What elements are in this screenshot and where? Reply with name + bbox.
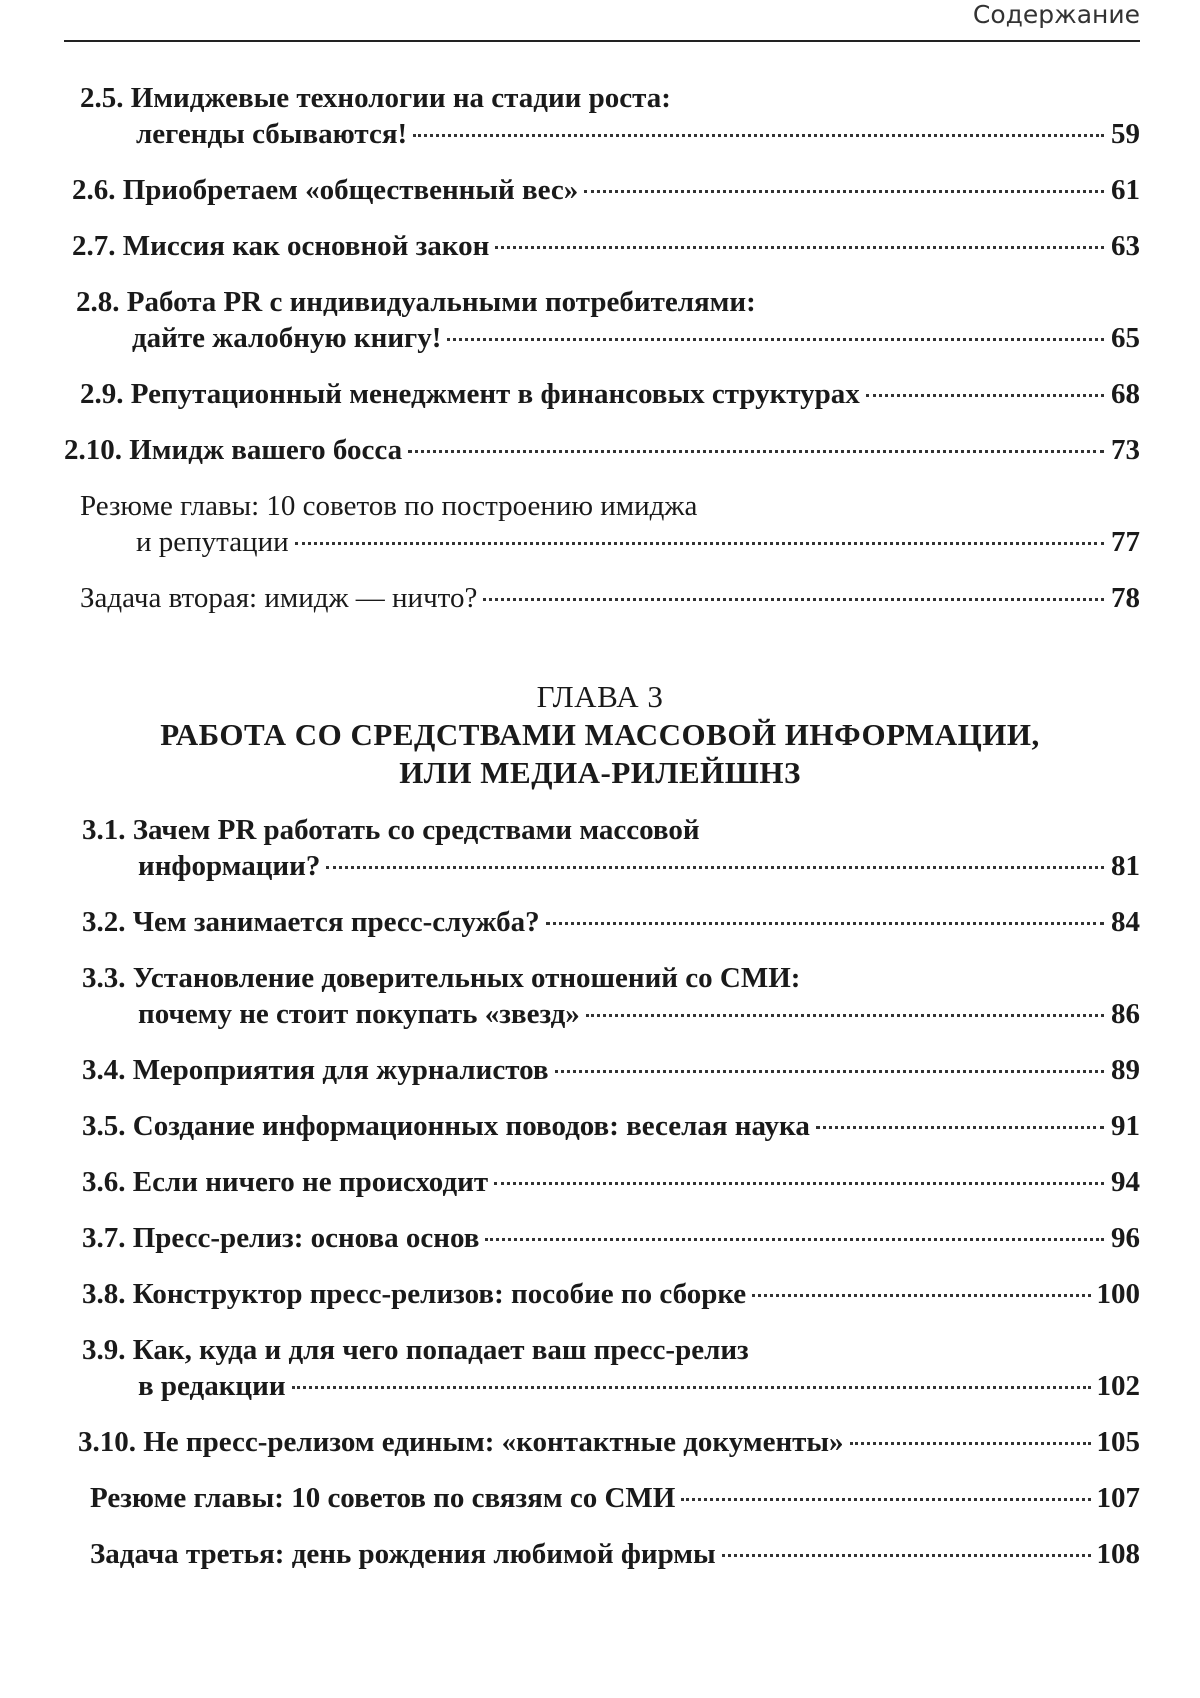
toc-entry-title: Резюме главы: 10 советов по связям со СМИ bbox=[90, 1482, 676, 1514]
toc-entry-title: Мероприятия для журналистов bbox=[132, 1054, 549, 1086]
toc-entry-number: 3.4. bbox=[82, 1054, 126, 1086]
dot-leader bbox=[546, 922, 1104, 925]
toc-entry-title: Как, куда и для чего попадает ваш пресс-релиз bbox=[132, 1334, 749, 1366]
toc-entry-title: Резюме главы: 10 советов по построению имиджа bbox=[80, 490, 698, 522]
toc-entry[interactable] bbox=[0, 1052, 1140, 1088]
toc-entry[interactable] bbox=[0, 960, 1140, 1032]
toc-entry-title: Пресс-релиз: основа основ bbox=[132, 1222, 480, 1254]
chapter-title: РАБОТА СО СРЕДСТВАМИ МАССОВОЙ ИНФОРМАЦИИ, bbox=[160, 717, 1040, 752]
toc-entry[interactable] bbox=[0, 1108, 1140, 1144]
toc-entry-number: 3.6. bbox=[82, 1166, 126, 1198]
toc-entry-page: 84 bbox=[1111, 906, 1140, 938]
toc-entry-number: 2.10. bbox=[64, 434, 122, 466]
dot-leader bbox=[485, 1238, 1104, 1241]
dot-leader bbox=[494, 1182, 1104, 1185]
chapter-heading bbox=[0, 678, 1200, 792]
toc-entry-page: 96 bbox=[1111, 1222, 1140, 1254]
toc-entry-page: 100 bbox=[1096, 1278, 1140, 1310]
chapter-title-cont: ИЛИ МЕДИА-РИЛЕЙШНЗ bbox=[399, 755, 801, 790]
chapter-label: ГЛАВА 3 bbox=[536, 679, 664, 714]
toc-entry[interactable] bbox=[0, 1332, 1140, 1404]
toc-entry-title-cont: и репутации bbox=[136, 526, 289, 558]
running-head-title: Содержание bbox=[972, 0, 1140, 29]
toc-entry-title-cont: в редакции bbox=[138, 1370, 286, 1402]
toc-entry-page: 105 bbox=[1096, 1426, 1140, 1458]
toc-entry-title: Конструктор пресс-релизов: пособие по сборке bbox=[132, 1278, 747, 1310]
toc-entry-page: 91 bbox=[1111, 1110, 1140, 1142]
toc-entry-title: Чем занимается пресс-служба? bbox=[132, 906, 540, 938]
dot-leader bbox=[586, 1014, 1104, 1017]
toc-entry-page: 86 bbox=[1111, 998, 1140, 1030]
toc-entry[interactable] bbox=[0, 904, 1140, 940]
toc-entry-page: 107 bbox=[1096, 1482, 1140, 1514]
toc-entry-title-cont: легенды сбываются! bbox=[136, 118, 408, 150]
toc-entry-title: Задача вторая: имидж — ничто? bbox=[80, 582, 478, 614]
toc-entry[interactable] bbox=[0, 1480, 1140, 1516]
dot-leader bbox=[722, 1554, 1091, 1557]
dot-leader bbox=[866, 394, 1104, 397]
dot-leader bbox=[681, 1498, 1090, 1501]
toc-entry-page: 68 bbox=[1111, 378, 1140, 410]
toc-entry-page: 73 bbox=[1111, 434, 1140, 466]
dot-leader bbox=[752, 1294, 1090, 1297]
toc-entry[interactable] bbox=[0, 172, 1140, 208]
toc-entry-title: Имиджевые технологии на стадии роста: bbox=[130, 82, 671, 114]
toc-entry-title: Работа PR с индивидуальными потребителями: bbox=[126, 286, 756, 318]
toc-entry-page: 65 bbox=[1111, 322, 1140, 354]
toc-entry-number: 3.8. bbox=[82, 1278, 126, 1310]
toc-entry[interactable] bbox=[0, 1424, 1140, 1460]
toc-entry-title: Имидж вашего босса bbox=[129, 434, 403, 466]
dot-leader bbox=[816, 1126, 1104, 1129]
toc-entry[interactable] bbox=[0, 376, 1140, 412]
dot-leader bbox=[326, 866, 1104, 869]
toc-entry-page: 81 bbox=[1111, 850, 1140, 882]
toc-entry-number: 3.7. bbox=[82, 1222, 126, 1254]
toc-entry-title: Установление доверительных отношений со СМИ: bbox=[132, 962, 801, 994]
toc-entry-number: 2.5. bbox=[80, 82, 124, 114]
toc-entry-title: Миссия как основной закон bbox=[122, 230, 490, 262]
toc-entry-page: 94 bbox=[1111, 1166, 1140, 1198]
toc-entry[interactable] bbox=[0, 580, 1140, 616]
dot-leader bbox=[483, 598, 1104, 601]
dot-leader bbox=[555, 1070, 1104, 1073]
toc-entry[interactable] bbox=[0, 1220, 1140, 1256]
dot-leader bbox=[584, 190, 1104, 193]
toc-entry-title: Создание информационных поводов: веселая наука bbox=[132, 1110, 810, 1142]
toc-entry-number: 3.5. bbox=[82, 1110, 126, 1142]
toc-entry-page: 78 bbox=[1111, 582, 1140, 614]
dot-leader bbox=[495, 246, 1104, 249]
toc-entry-page: 61 bbox=[1111, 174, 1140, 206]
toc-entry-number: 2.9. bbox=[80, 378, 124, 410]
toc-entry-title-cont: дайте жалобную книгу! bbox=[132, 322, 442, 354]
toc-entry-title: Задача третья: день рождения любимой фирмы bbox=[90, 1538, 716, 1570]
toc-entry-title: Не пресс-релизом единым: «контактные документы» bbox=[143, 1426, 844, 1458]
toc-entry-number: 3.9. bbox=[82, 1334, 126, 1366]
toc-entry[interactable] bbox=[0, 812, 1140, 884]
toc-entry-title-cont: почему не стоит покупать «звезд» bbox=[138, 998, 580, 1030]
toc-entry-number: 3.1. bbox=[82, 814, 126, 846]
dot-leader bbox=[850, 1442, 1091, 1445]
dot-leader bbox=[447, 338, 1104, 341]
dot-leader bbox=[292, 1386, 1091, 1389]
toc-entry[interactable] bbox=[0, 432, 1140, 468]
toc-entry-number: 3.10. bbox=[78, 1426, 136, 1458]
toc-entry-page: 108 bbox=[1096, 1538, 1140, 1570]
toc-entry-title: Приобретаем «общественный вес» bbox=[122, 174, 579, 206]
toc-entry[interactable] bbox=[0, 1276, 1140, 1312]
toc-entry-page: 102 bbox=[1096, 1370, 1140, 1402]
dot-leader bbox=[413, 134, 1104, 137]
toc-entry[interactable] bbox=[0, 80, 1140, 152]
toc-entry-title: Если ничего не происходит bbox=[132, 1166, 489, 1198]
toc-entry-title-cont: информации? bbox=[138, 850, 321, 882]
toc-entry-number: 3.3. bbox=[82, 962, 126, 994]
toc-entry-number: 2.7. bbox=[72, 230, 116, 262]
toc-entry-page: 77 bbox=[1111, 526, 1140, 558]
toc-entry-number: 2.6. bbox=[72, 174, 116, 206]
running-head bbox=[64, 0, 1140, 42]
toc-entry[interactable] bbox=[0, 488, 1140, 560]
toc-entry[interactable] bbox=[0, 1536, 1140, 1572]
toc-entry-title: Репутационный менеджмент в финансовых структурах bbox=[130, 378, 860, 410]
toc-entry[interactable] bbox=[0, 1164, 1140, 1200]
toc-entry-page: 59 bbox=[1111, 118, 1140, 150]
toc-entry-number: 3.2. bbox=[82, 906, 126, 938]
toc-entry[interactable] bbox=[0, 228, 1140, 264]
dot-leader bbox=[295, 542, 1104, 545]
dot-leader bbox=[408, 450, 1104, 453]
toc-entry[interactable] bbox=[0, 284, 1140, 356]
toc-entry-page: 63 bbox=[1111, 230, 1140, 262]
table-of-contents bbox=[0, 80, 1200, 1572]
toc-entry-page: 89 bbox=[1111, 1054, 1140, 1086]
toc-entry-title: Зачем PR работать со средствами массовой bbox=[132, 814, 700, 846]
toc-entry-number: 2.8. bbox=[76, 286, 120, 318]
